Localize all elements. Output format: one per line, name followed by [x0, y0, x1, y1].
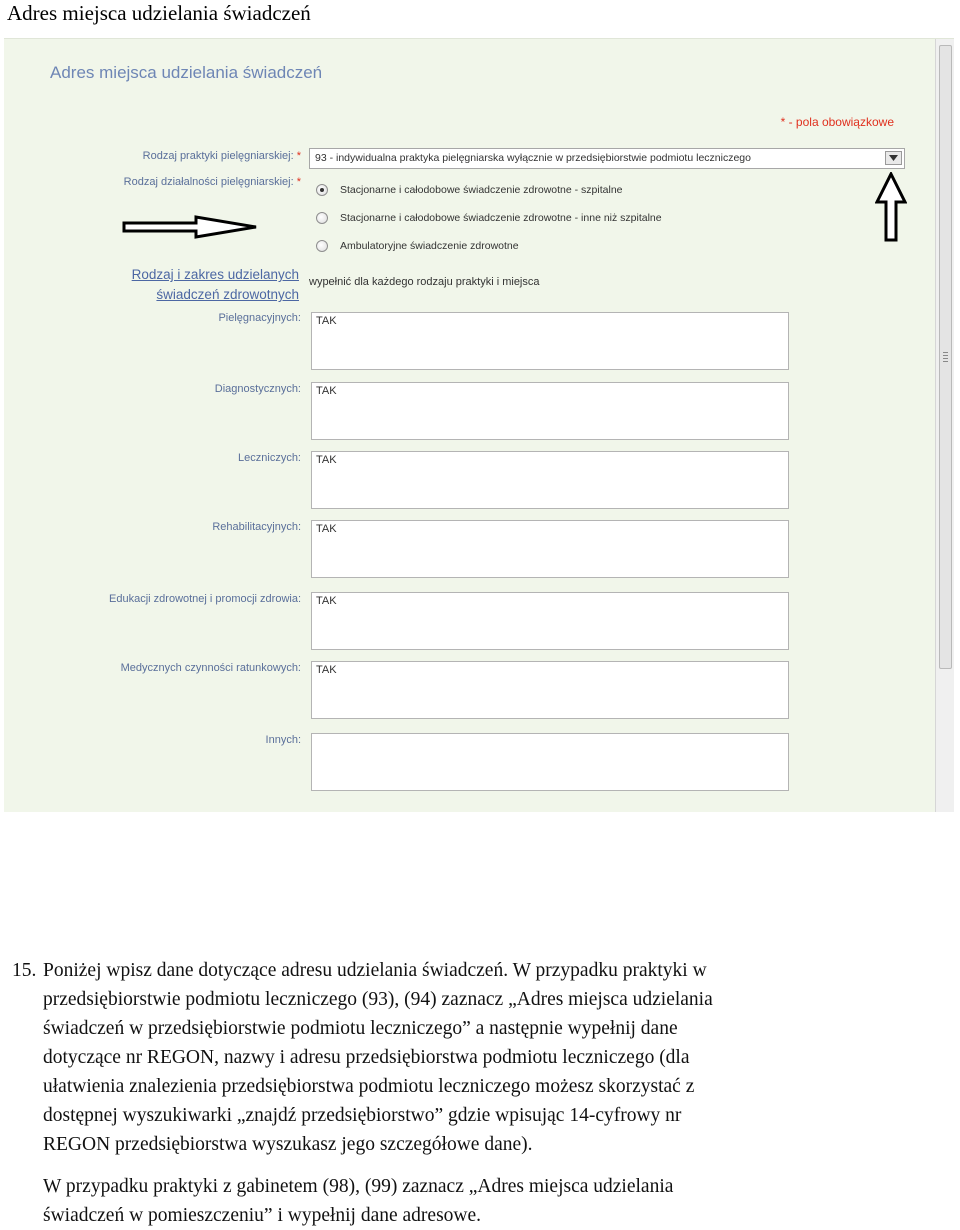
- radio-button[interactable]: [316, 184, 328, 196]
- document-heading: Adres miejsca udzielania świadczeń: [7, 1, 311, 25]
- rescue-textarea[interactable]: TAK: [311, 661, 789, 719]
- chevron-down-icon: [889, 155, 898, 161]
- practice-type-label: Rodzaj praktyki pielęgniarskiej: *: [142, 150, 301, 162]
- field-label-treatment: Leczniczych:: [238, 452, 301, 464]
- field-label-other: Innych:: [265, 734, 301, 746]
- fill-note: wypełnić dla każdego rodzaju praktyki i miejsca: [309, 276, 540, 288]
- field-label-health-education: Edukacji zdrowotnej i promocji zdrowia:: [109, 593, 301, 605]
- required-fields-note: * - pola obowiązkowe: [780, 115, 894, 129]
- instruction-paragraph-2: W przypadku praktyki z gabinetem (98), (99) zaznacz „Adres miejsca udzielania świadczeń w pomieszczeniu” i wypełnij dane adresowe.: [43, 1176, 674, 1226]
- radio-label: Stacjonarne i całodobowe świadczenie zdrowotne - inne niż szpitalne: [340, 212, 662, 224]
- instruction-paragraph-1: 15. Poniżej wpisz dane dotyczące adresu udzielania świadczeń. W przypadku praktyki w przedsiębiorstwie podmiotu leczniczego (93), (94) zaznacz „Adres miejsca udzielania świadczeń w przedsiębiorstwie podmiotu leczniczego” a następnie wypełnij dane dotyczące nr REGON, nazwy i adresu przedsiębiorstwa podmiotu leczniczego (dla ułatwienia znalezienia przedsiębiorstwa podmiotu leczniczego możesz skorzystać z dostępnej wyszukiwarki „znajdź przedsiębiorstwo” gdzie wpisując 14-cyfrowy nr REGON przedsiębiorstwa wyszukasz jego szczegółowe dane).: [43, 956, 923, 1159]
- services-section-link[interactable]: Rodzaj i zakres udzielanych świadczeń zdrowotnych: [131, 267, 299, 302]
- arrow-up-icon: [875, 172, 907, 244]
- field-label-rescue: Medycznych czynności ratunkowych:: [120, 662, 301, 674]
- vertical-scrollbar[interactable]: [935, 39, 954, 812]
- field-label-rehabilitation: Rehabilitacyjnych:: [212, 521, 301, 533]
- activity-type-label: Rodzaj działalności pielęgniarskiej: *: [123, 176, 301, 188]
- practice-type-selected-value: 93 - indywidualna praktyka pielęgniarska wyłącznie w przedsiębiorstwie podmiotu leczniczego: [315, 152, 751, 164]
- treatment-textarea[interactable]: TAK: [311, 451, 789, 509]
- radio-button[interactable]: [316, 212, 328, 224]
- arrow-right-icon: [122, 215, 262, 239]
- practice-type-select[interactable]: [309, 148, 905, 169]
- nursing-textarea[interactable]: TAK: [311, 312, 789, 370]
- form-title: Adres miejsca udzielania świadczeń: [50, 63, 323, 82]
- health-education-textarea[interactable]: TAK: [311, 592, 789, 650]
- step-number: 15.: [12, 960, 37, 981]
- other-textarea[interactable]: [311, 733, 789, 791]
- field-label-diagnostic: Diagnostycznych:: [214, 383, 301, 395]
- diagnostic-textarea[interactable]: TAK: [311, 382, 789, 440]
- field-label-nursing: Pielęgnacyjnych:: [218, 312, 301, 324]
- radio-label: Ambulatoryjne świadczenie zdrowotne: [340, 240, 519, 252]
- scrollbar-thumb[interactable]: [939, 45, 952, 669]
- grip-icon: [943, 352, 948, 362]
- form-screenshot: [4, 38, 954, 812]
- rehabilitation-textarea[interactable]: TAK: [311, 520, 789, 578]
- dropdown-button[interactable]: [885, 151, 902, 165]
- radio-label: Stacjonarne i całodobowe świadczenie zdrowotne - szpitalne: [340, 184, 623, 196]
- radio-button[interactable]: [316, 240, 328, 252]
